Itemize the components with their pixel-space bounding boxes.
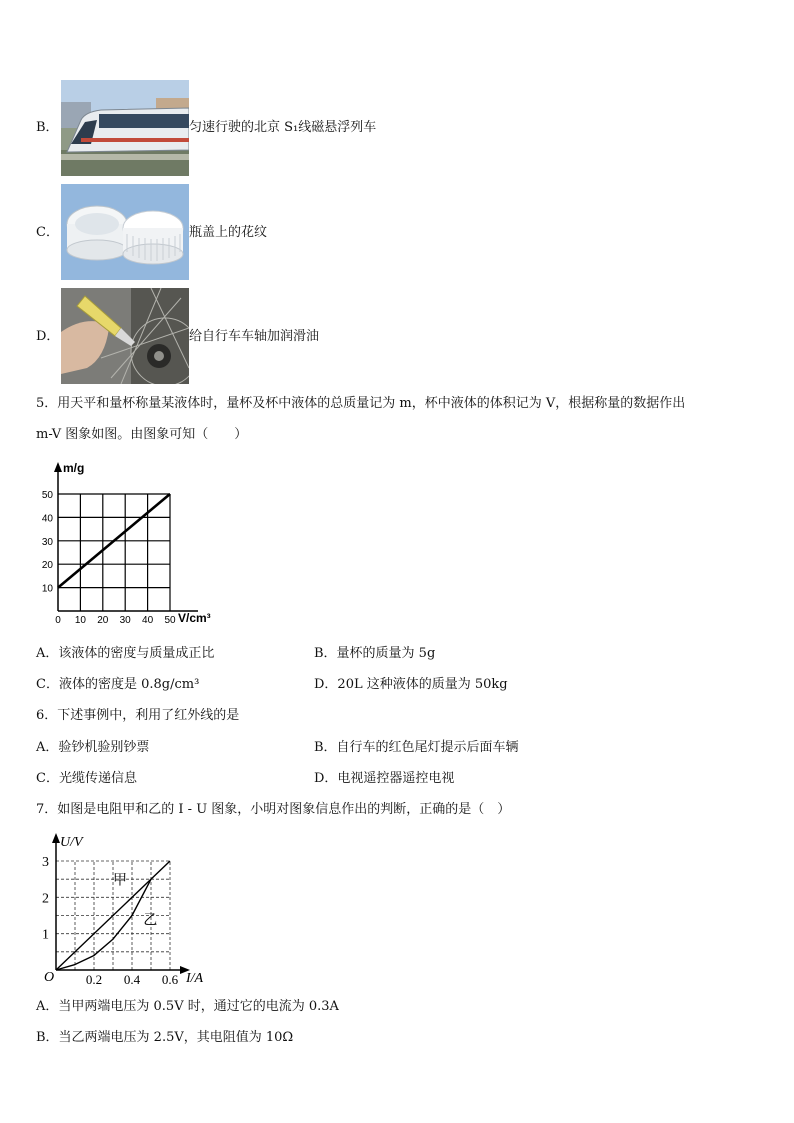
q7-option-a: A．当甲两端电压为 0.5V 时，通过它的电流为 0.3A xyxy=(36,999,339,1014)
q5-option-a: A．该液体的密度与质量成正比 xyxy=(36,646,215,661)
bicycle-oiling-image xyxy=(61,288,189,384)
mv-y-label: m/g xyxy=(63,461,85,475)
q7-option-b: B．当乙两端电压为 2.5V，其电阻值为 10Ω xyxy=(36,1030,294,1045)
q5-option-c: C．液体的密度是 0.8g/cm³ xyxy=(36,677,200,692)
mv-x-tick: 50 xyxy=(164,615,176,626)
q6-option-c: C．光缆传递信息 xyxy=(36,771,137,786)
iu-origin-label: O xyxy=(44,970,55,985)
mv-x-tick: 30 xyxy=(119,615,131,626)
q7-stem: 7．如图是电阻甲和乙的 I - U 图象，小明对图象信息作出的判断，正确的是（ ） xyxy=(36,802,511,817)
mv-graph xyxy=(32,460,232,628)
option-d-text: 给自行车车轴加润滑油 xyxy=(189,329,320,344)
iu-series-jia-label: 甲 xyxy=(113,871,127,888)
q6-option-d: D．电视遥控器遥控电视 xyxy=(314,771,455,786)
iu-x-tick: 0.2 xyxy=(85,972,103,987)
iu-x-tick: 0.6 xyxy=(161,972,179,987)
mv-y-tick: 20 xyxy=(41,560,53,572)
iu-series-yi-label: 乙 xyxy=(143,911,158,928)
iu-y-tick: 1 xyxy=(42,927,49,943)
option-d-letter: D． xyxy=(36,329,60,344)
option-b-text: 匀速行驶的北京 S₁线磁悬浮列车 xyxy=(189,120,377,135)
mv-x-tick: 20 xyxy=(97,615,109,626)
q5-stem-line1: 5．用天平和量杯称量某液体时，量杯及杯中液体的总质量记为 m，杯中液体的体积记为 V，根据称量的数据作出 xyxy=(36,396,686,411)
mv-y-tick: 40 xyxy=(41,513,53,525)
maglev-train-image xyxy=(61,80,189,176)
iu-y-label: U/V xyxy=(60,835,83,850)
mv-y-tick: 50 xyxy=(41,490,53,501)
q6-option-b: B．自行车的红色尾灯提示后面车辆 xyxy=(314,740,519,755)
iu-x-label: I/A xyxy=(186,971,204,986)
option-c-letter: C． xyxy=(36,225,59,240)
mv-x-tick: 40 xyxy=(142,615,154,626)
bottle-caps-image xyxy=(61,184,189,280)
option-c-text: 瓶盖上的花纹 xyxy=(189,225,268,240)
iu-y-tick: 2 xyxy=(42,891,49,907)
q5-option-b: B．量杯的质量为 5g xyxy=(314,646,436,661)
mv-x-tick: 0 xyxy=(55,615,61,626)
iu-x-tick: 0.4 xyxy=(123,972,141,987)
iu-graph xyxy=(36,828,236,988)
q6-option-a: A．验钞机验别钞票 xyxy=(36,740,150,755)
option-b-letter: B． xyxy=(36,120,59,135)
q6-stem: 6．下述事例中，利用了红外线的是 xyxy=(36,708,240,723)
mv-x-tick: 10 xyxy=(74,615,86,626)
iu-y-tick: 3 xyxy=(42,855,49,870)
mv-y-tick: 10 xyxy=(41,583,53,595)
mv-y-tick: 30 xyxy=(41,536,53,548)
iu-y-arrow xyxy=(52,833,60,843)
mv-grid xyxy=(58,494,170,611)
mv-y-arrow xyxy=(54,462,62,472)
q5-stem-line2: m-V 图象如图。由图象可知（ ） xyxy=(36,427,248,442)
mv-x-label: V/cm³ xyxy=(178,611,211,625)
q5-option-d: D．20L 这种液体的质量为 50kg xyxy=(314,677,508,692)
